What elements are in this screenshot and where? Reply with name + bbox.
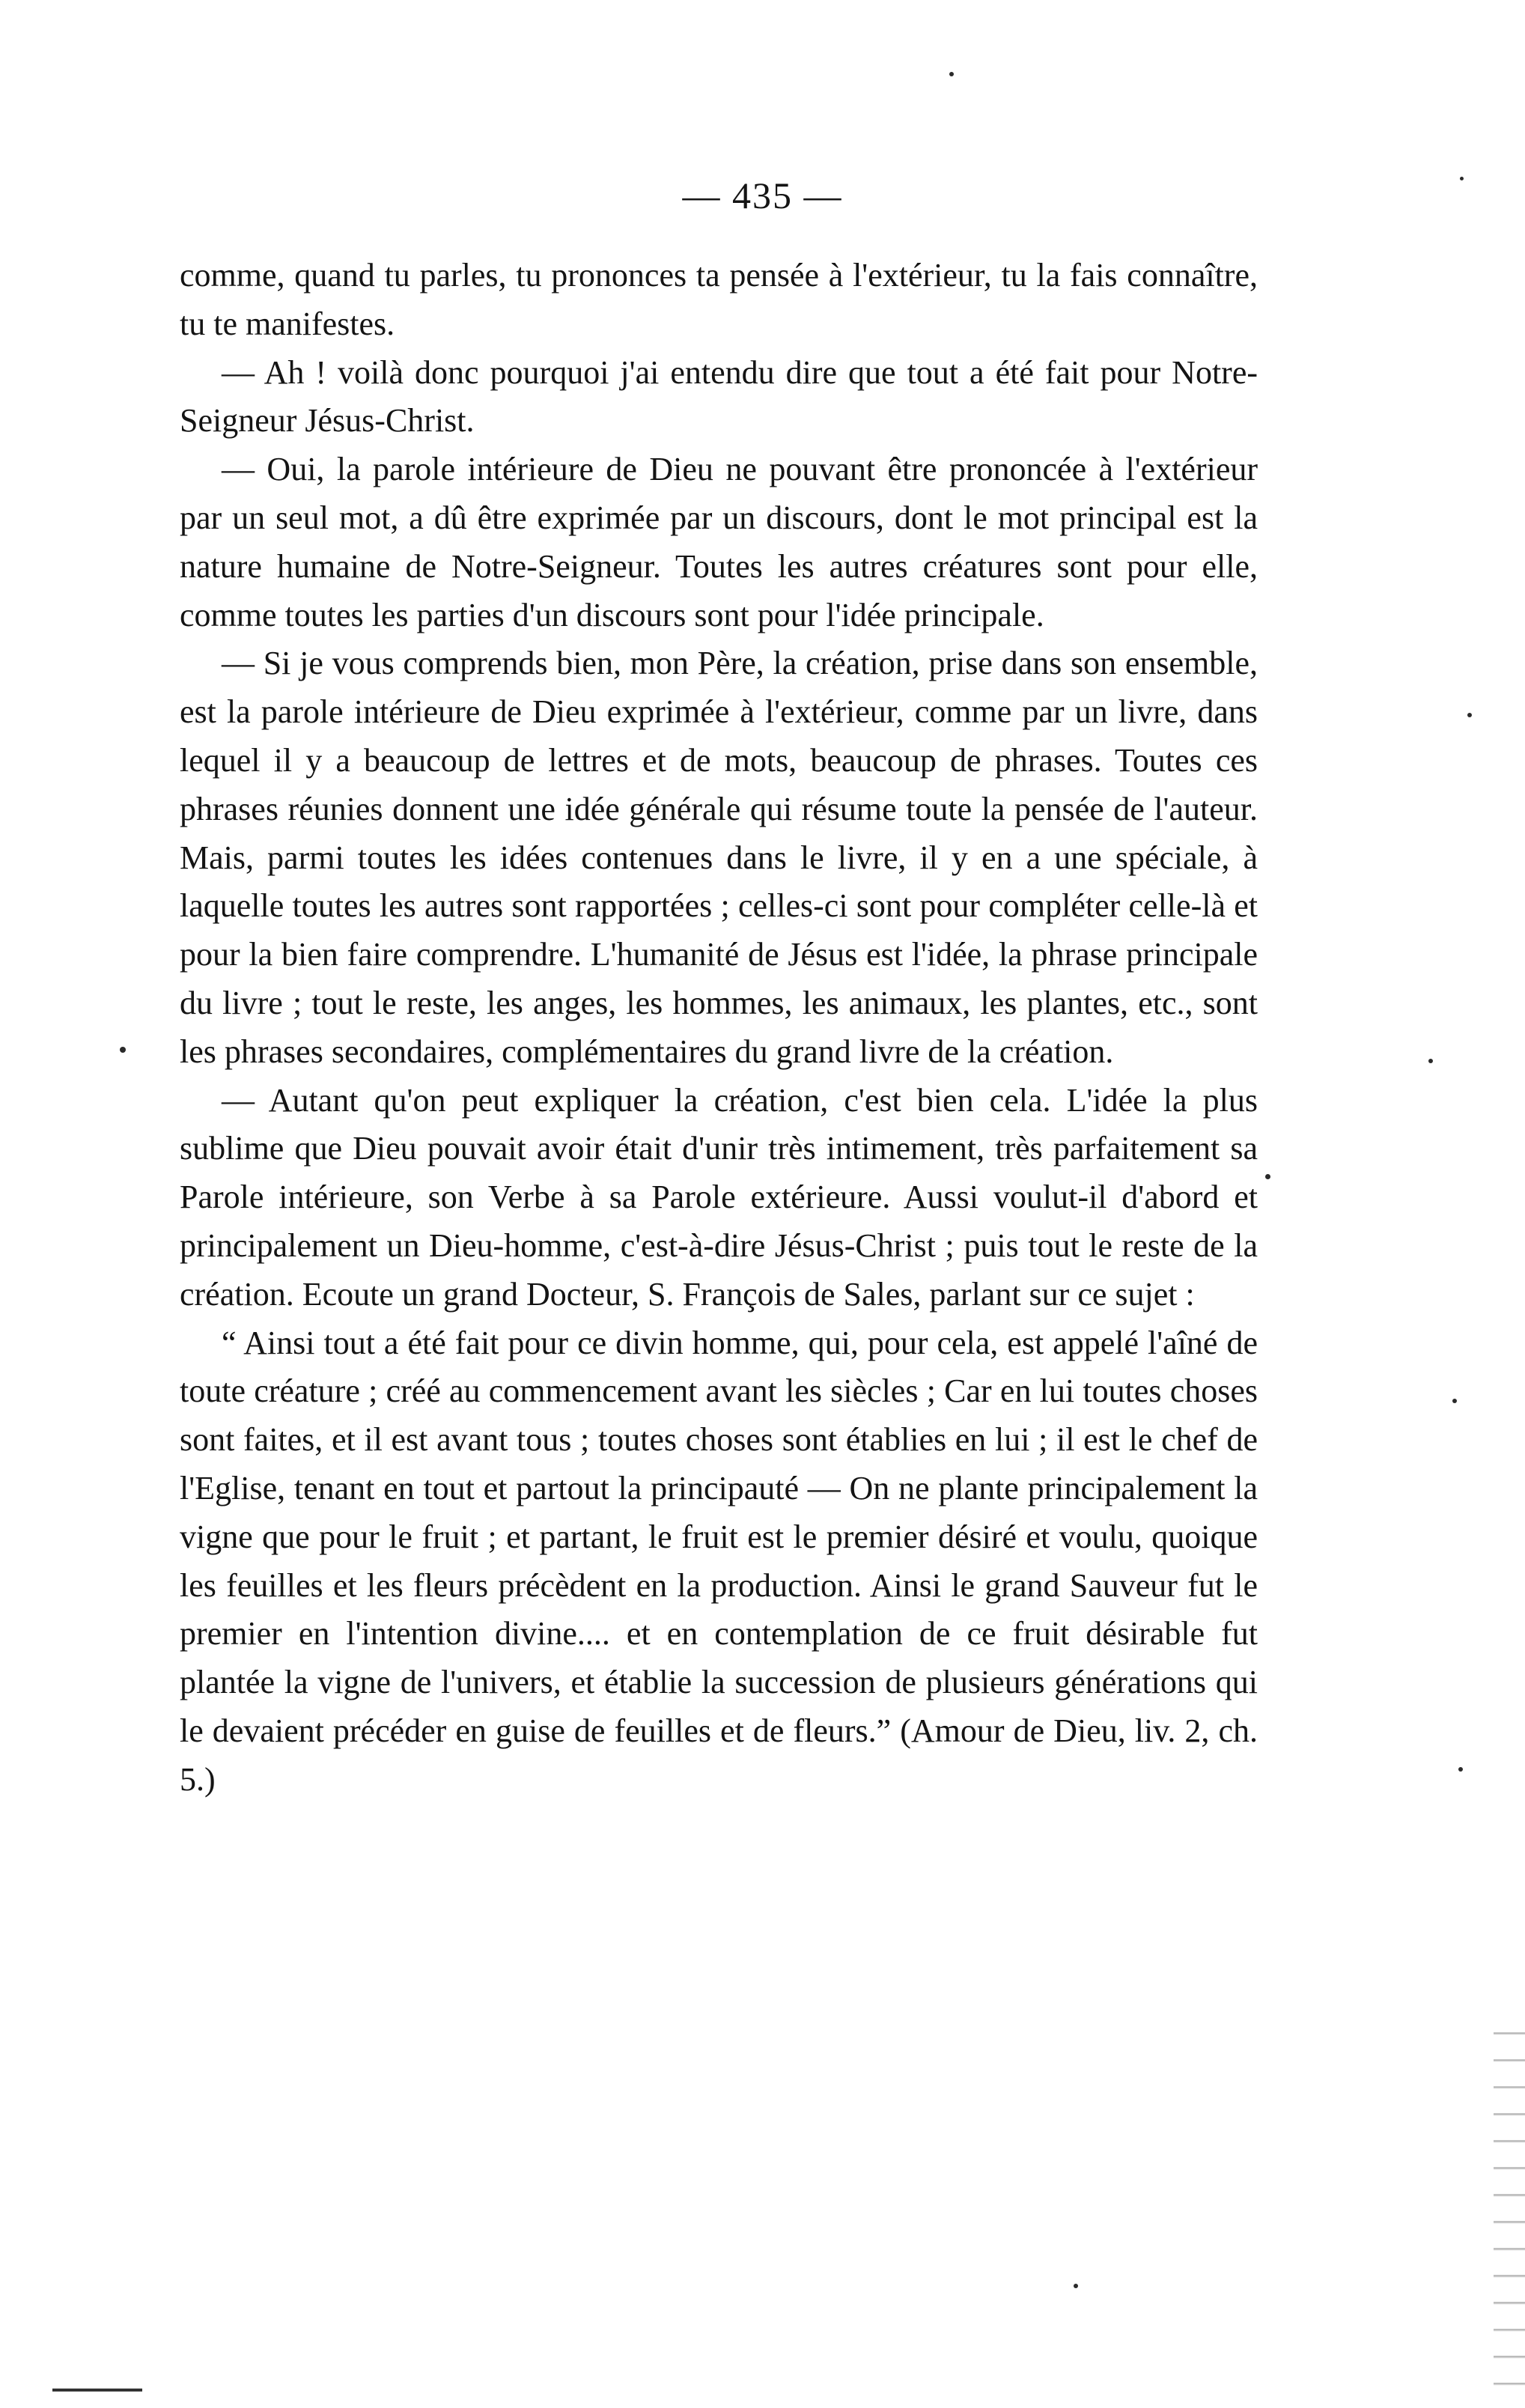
scan-speck	[1460, 177, 1464, 180]
scan-speck	[1265, 1174, 1270, 1179]
scan-speck	[1452, 1399, 1457, 1403]
paragraph-6: “ Ainsi tout a été fait pour ce divin homme, qui, pour cela, est appelé l'aîné de toute créature ; créé au commencement avant les siècles ; Car en lui toutes choses sont faites, et il est avant tous ; toutes choses sont établies en lui ; il est le chef de l'Eglise, tenant en tout et partout la principauté — On ne plante principalement la vigne que pour le fruit ; et partant, le fruit est le premier désiré et voulu, quoique les feuilles et les fleurs précèdent en la production. Ainsi le grand Sauveur fut le premier en l'intention divine.... et en contemplation de ce fruit désirable fut plantée la vigne de l'univers, et établie la succession de plusieurs générations qui le devaient précéder en guise de feuilles et de fleurs.” (Amour de Dieu, liv. 2, ch. 5.)	[180, 1324, 1258, 1798]
scan-speck	[1074, 2284, 1078, 2288]
scan-speck	[1467, 713, 1472, 717]
scan-line-artifact	[52, 2389, 142, 2392]
body-text	[180, 252, 1258, 1805]
paragraph-1: comme, quand tu parles, tu prononces ta pensée à l'extérieur, tu la fais connaître, tu te manifestes.	[180, 257, 1258, 342]
scan-speck	[1458, 1767, 1463, 1772]
page-number: — 435 —	[682, 174, 843, 216]
paragraph-3: — Oui, la parole intérieure de Dieu ne pouvant être prononcée à l'extérieur par un seul mot, a dû être exprimée par un discours, dont le mot principal est la nature humaine de Notre-Seigneur. Toutes les autres créatures sont pour elle, comme toutes les parties d'un discours sont pour l'idée principale.	[180, 451, 1258, 633]
scan-edge-artifact	[1494, 2022, 1525, 2396]
paragraph-4: — Si je vous comprends bien, mon Père, la création, prise dans son ensemble, est la parole intérieure de Dieu exprimée à l'extérieur, comme par un livre, dans lequel il y a beaucoup de lettres et de mots, beaucoup de phrases. Toutes ces phrases réunies donnent une idée générale qui résume toute la pensée de l'auteur. Mais, parmi toutes les idées contenues dans le livre, il y en a une spéciale, à laquelle toutes les autres sont rapportées ; celles-ci sont pour compléter celle-là et pour la bien faire comprendre. L'humanité de Jésus est l'idée, la phrase principale du livre ; tout le reste, les anges, les hommes, les animaux, les plantes, etc., sont les phrases secondaires, complémentaires du grand livre de la création.	[180, 645, 1258, 1070]
scan-speck	[949, 72, 954, 76]
paragraph-2: — Ah ! voilà donc pourquoi j'ai entendu dire que tout a été fait pour Notre-Seigneur Jésus-Christ.	[180, 353, 1258, 440]
scan-speck	[120, 1047, 126, 1053]
paragraph-5: — Autant qu'on peut expliquer la création, c'est bien cela. L'idée la plus sublime que Dieu pouvait avoir était d'unir très intimement, très parfaitement sa Parole intérieure, son Verbe à sa Parole extérieure. Aussi voulut-il d'abord et principalement un Dieu-homme, c'est-à-dire Jésus-Christ ; puis tout le reste de la création. Ecoute un grand Docteur, S. François de Sales, parlant sur ce sujet :	[180, 1081, 1258, 1313]
scan-speck	[1428, 1059, 1433, 1063]
